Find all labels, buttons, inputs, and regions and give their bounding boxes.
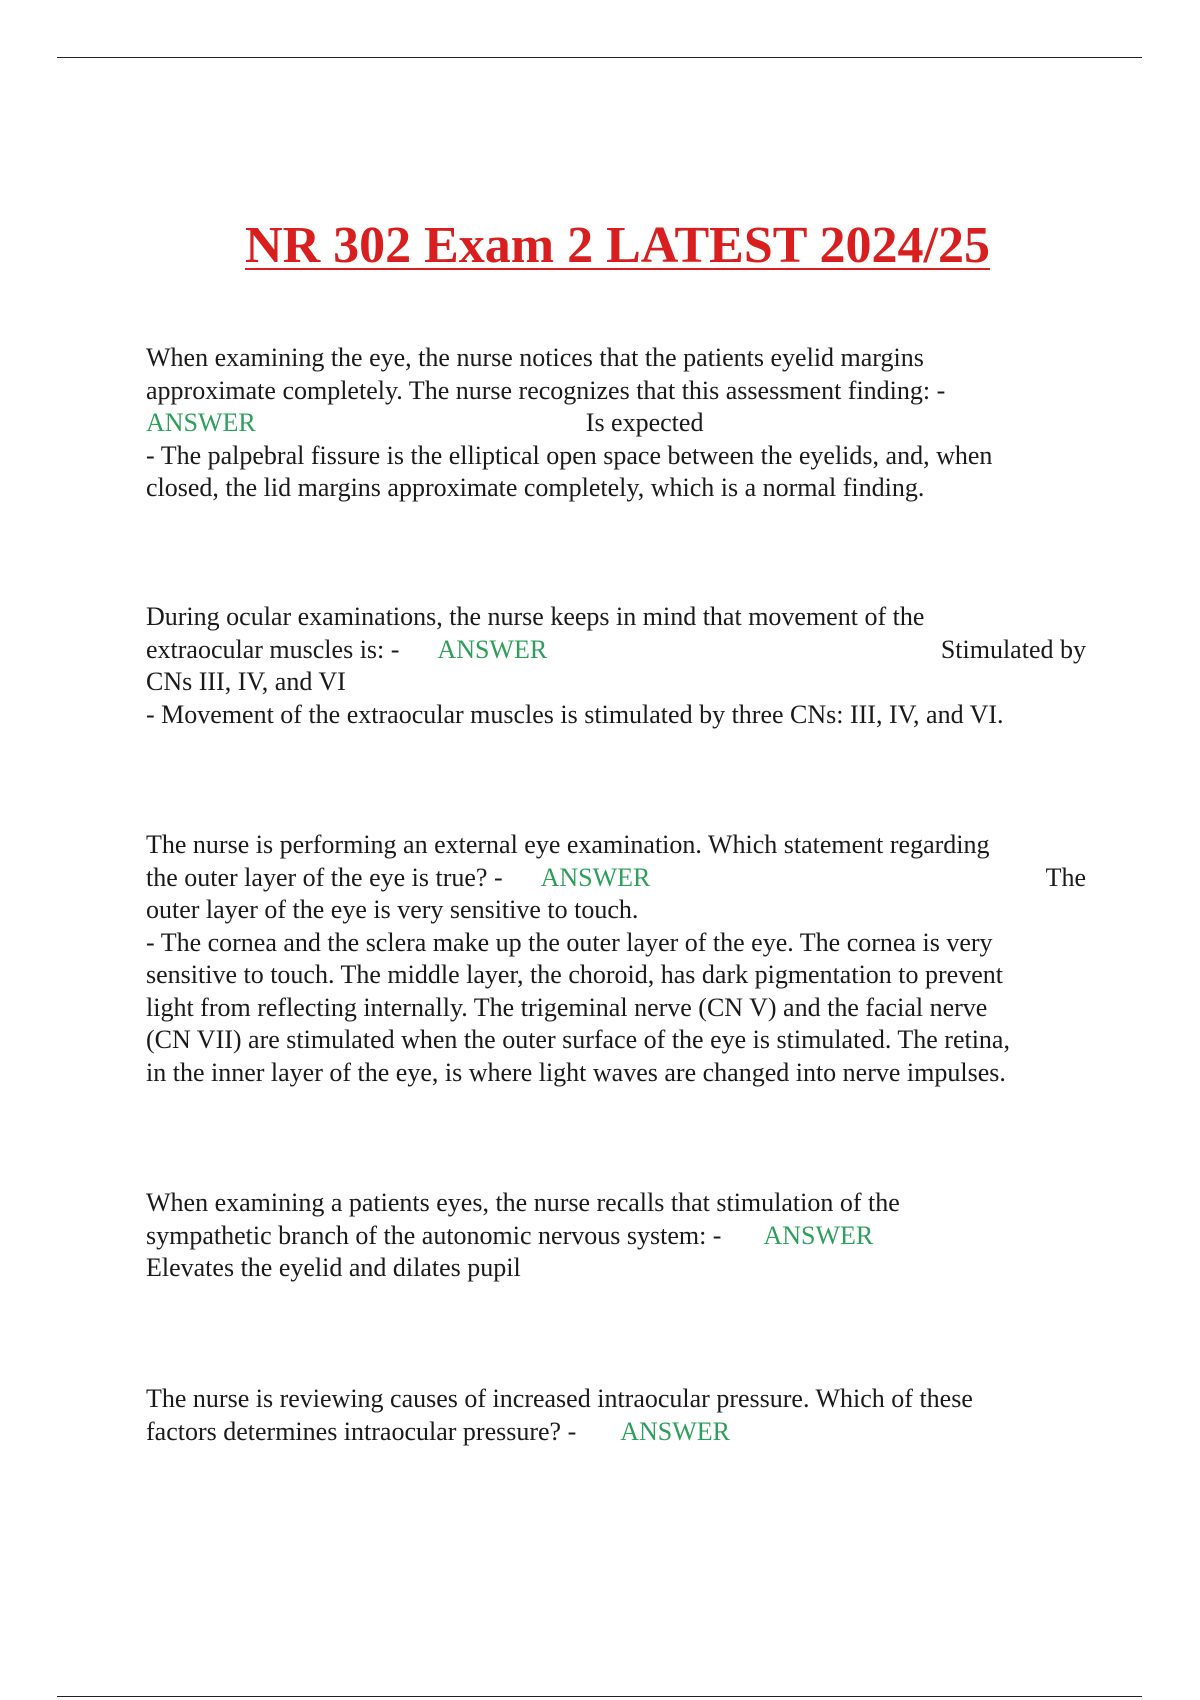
question-block-3 bbox=[146, 829, 1086, 1089]
rationale-text: sensitive to touch. The middle layer, the choroid, has dark pigmentation to prevent bbox=[146, 960, 1003, 989]
top-rule bbox=[57, 57, 1142, 58]
answer-line bbox=[146, 634, 1086, 667]
answer-line bbox=[146, 1416, 1086, 1449]
rationale-text: in the inner layer of the eye, is where light waves are changed into nerve impulses. bbox=[146, 1057, 1006, 1087]
answer-text: Stimulated by bbox=[940, 634, 1086, 664]
answer-text: outer layer of the eye is very sensitive to touch. bbox=[146, 895, 639, 924]
question-block-2 bbox=[146, 601, 1086, 731]
answer-label: ANSWER bbox=[620, 1416, 731, 1446]
answer-line bbox=[146, 407, 1086, 440]
question-text: During ocular examinations, the nurse keeps in mind that movement of the bbox=[146, 602, 925, 631]
question-text: approximate completely. The nurse recognizes that this assessment finding: - bbox=[146, 375, 946, 405]
answer-line bbox=[146, 862, 1086, 895]
question-block-1 bbox=[146, 342, 1086, 505]
question-text: The nurse is performing an external eye examination. Which statement regarding bbox=[146, 830, 990, 859]
question-text: the outer layer of the eye is true? - bbox=[146, 862, 503, 892]
document-title: NR 302 Exam 2 LATEST 2024/25 bbox=[245, 217, 990, 274]
question-text: factors determines intraocular pressure? - bbox=[146, 1416, 577, 1446]
question-text: sympathetic branch of the autonomic nervous system: - bbox=[146, 1220, 722, 1250]
answer-label: ANSWER bbox=[540, 862, 651, 892]
answer-text: Elevates the eyelid and dilates pupil bbox=[146, 1253, 521, 1282]
rationale-text: - The cornea and the sclera make up the outer layer of the eye. The cornea is very bbox=[146, 927, 993, 957]
rationale-text: - The palpebral fissure is the elliptical open space between the eyelids, and, when bbox=[146, 440, 993, 470]
answer-label: ANSWER bbox=[437, 634, 548, 664]
answer-label: ANSWER bbox=[763, 1220, 874, 1250]
question-text: When examining the eye, the nurse notices that the patients eyelid margins bbox=[146, 343, 924, 372]
answer-text: CNs III, IV, and VI bbox=[146, 667, 346, 696]
question-block-4 bbox=[146, 1187, 1086, 1285]
rationale-text: closed, the lid margins approximate completely, which is a normal finding. bbox=[146, 473, 925, 502]
rationale-text: - Movement of the extraocular muscles is stimulated by three CNs: III, IV, and VI. bbox=[146, 699, 1004, 729]
rationale-text: (CN VII) are stimulated when the outer surface of the eye is stimulated. The retina, bbox=[146, 1025, 1010, 1054]
answer-text: The bbox=[1045, 862, 1086, 892]
answer-text: Is expected bbox=[585, 408, 704, 437]
question-text: When examining a patients eyes, the nurse recalls that stimulation of the bbox=[146, 1188, 900, 1217]
question-block-5 bbox=[146, 1383, 1086, 1448]
answer-label: ANSWER bbox=[146, 408, 256, 437]
question-text: The nurse is reviewing causes of increased intraocular pressure. Which of these bbox=[146, 1384, 973, 1413]
answer-line bbox=[146, 1220, 1086, 1253]
question-text: extraocular muscles is: - bbox=[146, 634, 400, 664]
rationale-text: light from reflecting internally. The trigeminal nerve (CN V) and the facial nerve bbox=[146, 992, 988, 1022]
bottom-rule bbox=[57, 1696, 1142, 1697]
